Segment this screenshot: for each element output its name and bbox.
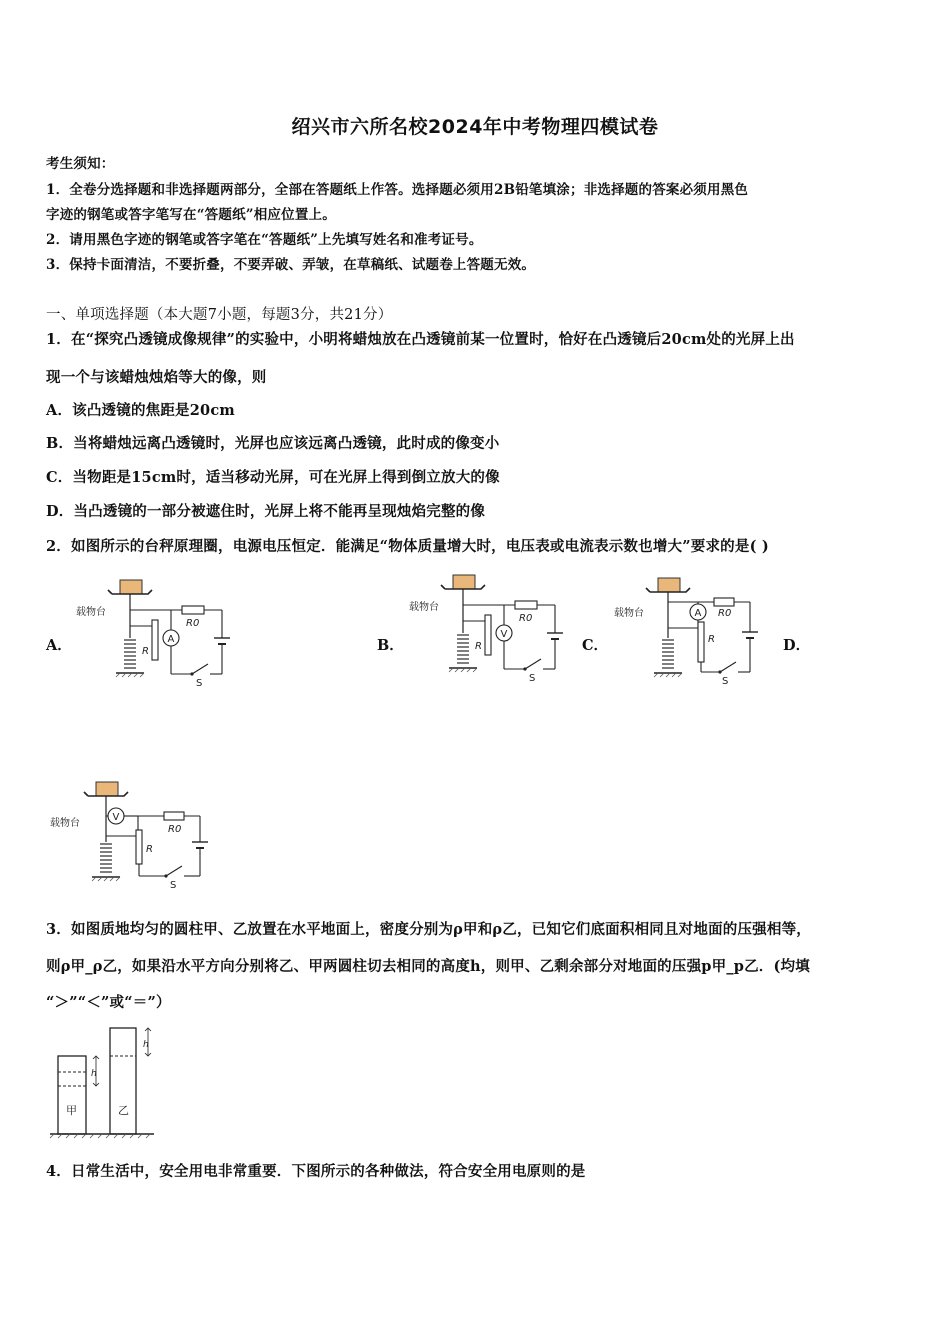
circuit-diagram-d (48, 780, 228, 890)
option-d[interactable]: D．当凸透镜的一部分被遮住时，光屏上将不能再呈现烛焰完整的像 (46, 503, 486, 520)
svg-text:V: V (500, 629, 508, 640)
notice-heading: 考生须知： (46, 156, 115, 172)
notice-item: 字迹的钢笔或答字笔写在“答题纸”相应位置上。 (46, 207, 336, 223)
svg-text:S: S (196, 678, 203, 689)
switch-s (166, 866, 182, 876)
platform-label: 载物台 (409, 602, 439, 613)
page-title: 绍兴市六所名校2024年中考物理四模试卷 (291, 116, 659, 138)
circuit-diagram-b (405, 573, 585, 683)
load-block (453, 575, 475, 589)
svg-text:R: R (708, 634, 715, 645)
svg-text:R0: R0 (718, 608, 732, 619)
section-heading: 一、单项选择题（本大题7小题，每题3分，共21分） (46, 307, 393, 323)
question-3-line-3: “＞”“＜”或“＝”） (46, 994, 171, 1011)
svg-text:V: V (112, 812, 120, 823)
switch-s (720, 662, 736, 672)
switch-s (192, 664, 208, 674)
notice-item: 3．保持卡面清洁，不要折叠，不要弄破、弄皱，在草稿纸、试题卷上答题无效。 (46, 257, 536, 273)
rheostat-r (485, 615, 491, 655)
cylinder-jia (58, 1056, 86, 1134)
load-block (658, 578, 680, 592)
cylinder-yi (110, 1028, 136, 1134)
rheostat-r (698, 622, 704, 662)
platform-label: 载物台 (614, 608, 644, 619)
resistor-r0 (164, 812, 184, 820)
svg-text:h: h (143, 1040, 149, 1050)
svg-text:R0: R0 (186, 618, 200, 629)
svg-text:甲: 甲 (66, 1104, 77, 1117)
rheostat-r (152, 620, 158, 660)
svg-text:乙: 乙 (118, 1104, 129, 1117)
spring (124, 640, 136, 668)
platform-label: 载物台 (76, 607, 106, 618)
svg-text:S: S (722, 676, 729, 687)
question-3-line-1: 3．如图质地均匀的圆柱甲、乙放置在水平地面上，密度分别为ρ甲和ρ乙，已知它们底面积相同且对地面的压强相等， (46, 921, 811, 938)
circuit-diagram-c (610, 576, 780, 686)
question-4-stem: 4．日常生活中，安全用电非常重要．下图所示的各种做法，符合安全用电原则的是 (46, 1163, 586, 1180)
cylinders-figure (46, 1022, 166, 1142)
svg-text:A: A (694, 608, 702, 619)
notice-item: 1．全卷分选择题和非选择题两部分，全部在答题纸上作答。选择题必须用2B铅笔填涂；非选择题的答案必须用黑色 (46, 182, 749, 198)
svg-text:R0: R0 (519, 613, 533, 624)
resistor-r0 (182, 606, 204, 614)
svg-text:R: R (475, 641, 482, 652)
spring (457, 635, 469, 663)
svg-text:R: R (146, 844, 153, 855)
question-2-stem: 2．如图所示的台秤原理圈，电源电压恒定．能满足“物体质量增大时，电压表或电流表示数也增大”要求的是( ) (46, 538, 769, 555)
option-b-label[interactable]: B． (377, 637, 404, 654)
option-d-label[interactable]: D． (783, 637, 811, 654)
option-b[interactable]: B．当将蜡烛远离凸透镜时，光屏也应该远离凸透镜，此时成的像变小 (46, 435, 500, 452)
switch-s (525, 659, 541, 669)
svg-text:R0: R0 (168, 824, 182, 835)
option-c-label[interactable]: C． (582, 637, 609, 654)
option-a[interactable]: A．该凸透镜的焦距是20cm (46, 402, 235, 419)
resistor-r0 (714, 598, 734, 606)
question-1-stem: 1．在“探究凸透镜成像规律”的实验中，小明将蜡烛放在凸透镜前某一位置时，恰好在凸透镜后20cm处的光屏上出 (46, 331, 795, 348)
svg-text:h: h (91, 1069, 97, 1079)
svg-text:R: R (142, 646, 149, 657)
question-3-line-2: 则ρ甲_ρ乙，如果沿水平方向分别将乙、甲两圆柱切去相同的高度h，则甲、乙剩余部分对地面的压强p甲_p乙．(均填 (46, 958, 810, 975)
resistor-r0 (515, 601, 537, 609)
svg-text:A: A (167, 634, 175, 645)
question-1-stem-cont: 现一个与该蜡烛烛焰等大的像，则 (46, 369, 267, 386)
svg-text:S: S (170, 880, 177, 891)
svg-text:S: S (529, 673, 536, 684)
load-block (96, 782, 118, 796)
spring (100, 844, 112, 872)
circuit-diagram-a (72, 578, 252, 688)
rheostat-r (136, 830, 142, 864)
notice-item: 2．请用黑色字迹的钢笔或答字笔在“答题纸”上先填写姓名和准考证号。 (46, 232, 483, 248)
option-c[interactable]: C．当物距是15cm时，适当移动光屏，可在光屏上得到倒立放大的像 (46, 469, 500, 486)
option-a-label[interactable]: A． (46, 637, 72, 654)
load-block (120, 580, 142, 594)
platform-label: 载物台 (50, 818, 80, 829)
spring (662, 640, 674, 668)
